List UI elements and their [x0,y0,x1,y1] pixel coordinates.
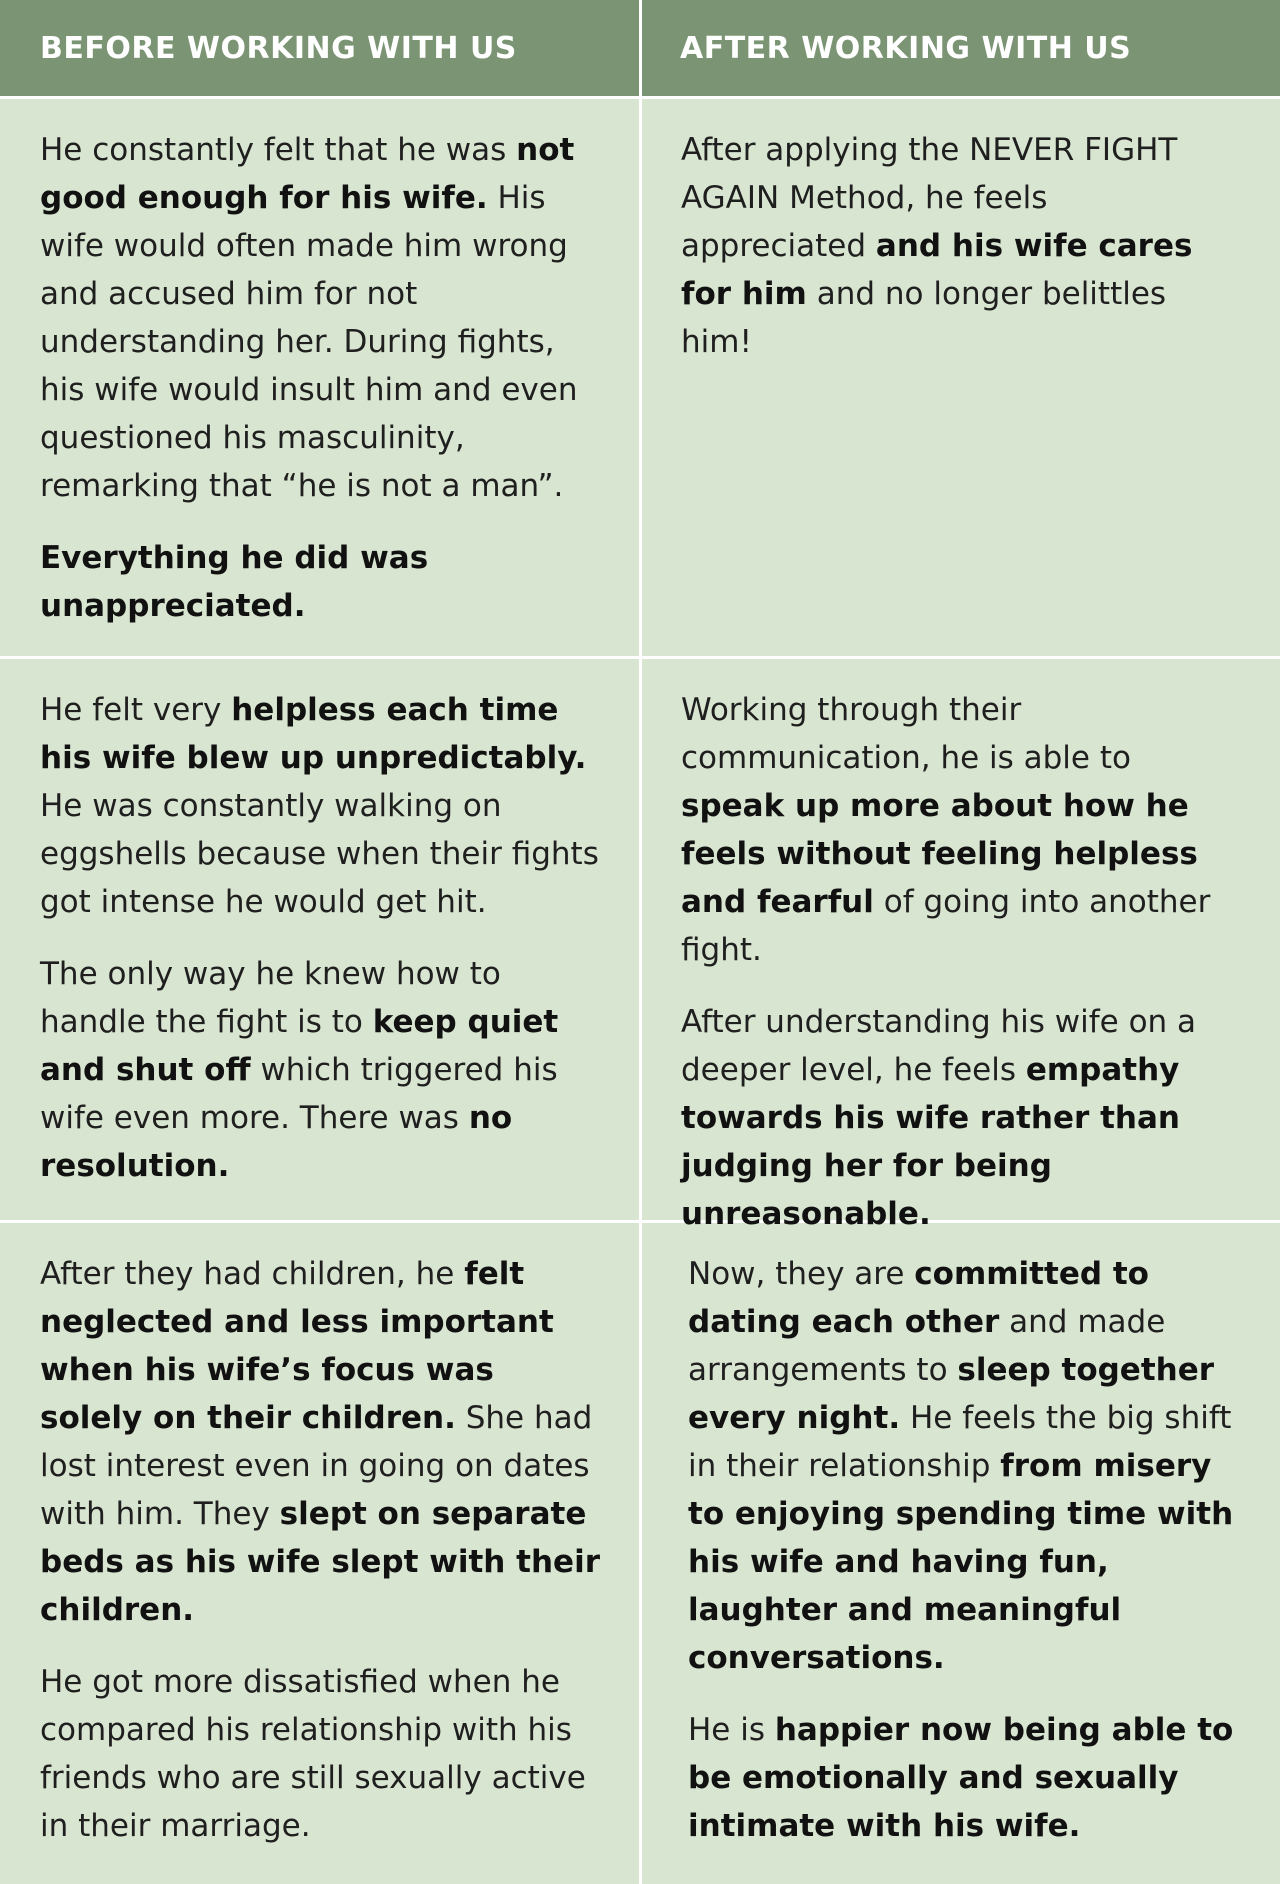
text: He was constantly walking on eggshells because when their fights got intense he would get hit. [40,788,599,920]
header-before: BEFORE WORKING WITH US [40,30,517,66]
cell-paragraph [40,686,605,926]
bold-text: from misery to enjoying spending time with his wife and having fun, laughter and meaningful conversations. [688,1448,1234,1676]
text: and no longer belittles him! [681,276,1167,360]
cell-paragraph [681,686,1241,974]
text: After they had children, he [40,1256,465,1292]
row-3-before-cell [40,1250,605,1850]
row-3-after-cell [688,1250,1241,1850]
bold-text: Everything he did was unappreciated. [40,540,429,624]
bold-text: keep quiet and shut off [40,1004,559,1088]
bold-text: no resolution. [40,1100,513,1184]
bold-text: and his wife cares for him [681,228,1193,312]
cell-paragraph [40,534,605,630]
text: After understanding his wife on a deeper level, he feels [681,1004,1197,1088]
text: Now, they are [688,1256,915,1292]
bold-text: helpless each time his wife blew up unpredictably. [40,692,587,776]
text: He got more dissatisfied when he compared his relationship with his friends who are still sexually active in their marriage. [40,1664,586,1844]
text: He constantly felt that he was [40,132,517,168]
row-1-after-cell [681,126,1241,366]
cell-paragraph [681,126,1241,366]
text: He feels the big shift in their relationship [688,1400,1232,1484]
cell-paragraph [40,1658,605,1850]
text: His wife would often made him wrong and accused him for not understanding her. During fights, his wife would insult him and even questioned his masculinity, remarking that “he is not a man”. [40,180,578,504]
cell-paragraph [40,950,605,1190]
bold-text: happier now being able to be emotionally and sexually intimate with his wife. [688,1712,1234,1844]
text: The only way he knew how to handle the fight is to [40,956,501,1040]
text: of going into another fight. [681,884,1211,968]
bold-text: empathy towards his wife rather than judging her for being unreasonable. [681,1052,1180,1232]
cell-paragraph [40,1250,605,1634]
bold-text: sleep together every night. [688,1352,1215,1436]
text: which triggered his wife even more. There was [40,1052,558,1136]
column-divider [639,0,642,1884]
text: He is [688,1712,775,1748]
bold-text: felt neglected and less important when his wife’s focus was solely on their children. [40,1256,554,1436]
text: After applying the NEVER FIGHT AGAIN Method, he feels appreciated [681,132,1178,264]
cell-paragraph [681,998,1241,1238]
cell-paragraph [688,1250,1241,1682]
row-2-after-cell [681,686,1241,1238]
bold-text: slept on separate beds as his wife slept with their children. [40,1496,600,1628]
bold-text: speak up more about how he feels without feeling helpless and fearful [681,788,1198,920]
bold-text: committed to dating each other [688,1256,1149,1340]
text: Working through their communication, he is able to [681,692,1131,776]
text: She had lost interest even in going on dates with him. They [40,1400,593,1532]
cell-paragraph [688,1706,1241,1850]
cell-paragraph [40,126,605,510]
bold-text: not good enough for his wife. [40,132,575,216]
row-1-before-cell [40,126,605,630]
text: and made arrangements to [688,1304,1166,1388]
header-after: AFTER WORKING WITH US [680,30,1132,66]
row-2-before-cell [40,686,605,1190]
text: He felt very [40,692,232,728]
